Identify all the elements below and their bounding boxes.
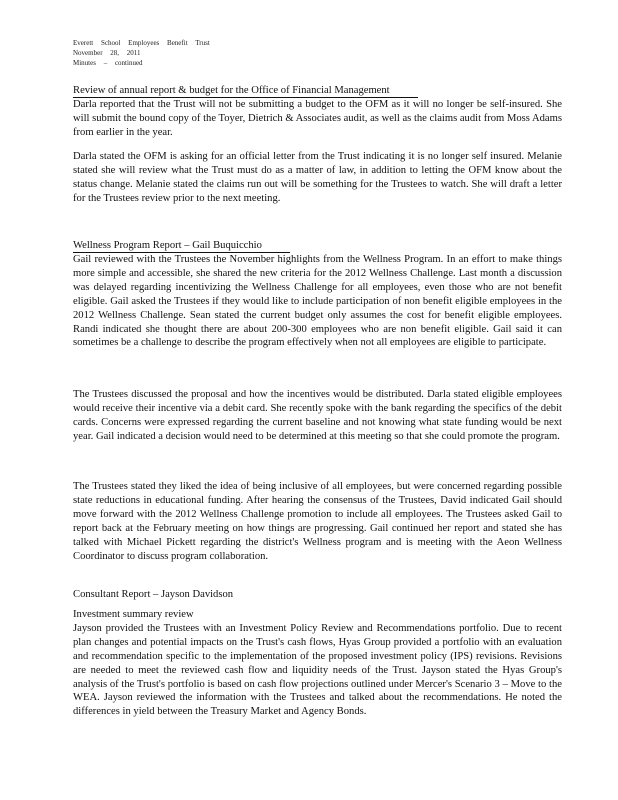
wellness-section xyxy=(73,235,562,350)
investment-section xyxy=(73,608,562,719)
wellness-paragraph-3: The Trustees stated they liked the idea of being inclusive of all employees, but were concerned regarding possible state reductions in educational funding. After hearing the consensus of the Trustees, David indicated Gail should move forward with the 2012 Wellness Challenge promotion to include all employees. The Trustees asked Gail to report back at the February meeting on how things are progressing. Gail continued her report and stated she has talked with Michael Pickett regarding the district's Wellness program and is meeting with the Aeon Wellness Coordinator to discuss program collaboration. xyxy=(73,481,562,562)
review-paragraph-1: Darla reported that the Trust will not be submitting a budget to the OFM as it will no longer be self-insured. She will submit the bound copy of the Toyer, Dietrich & Associates audit, as well as the claims audit from Moss Adams from earlier in the year. xyxy=(73,99,562,138)
investment-paragraph-1: Jayson provided the Trustees with an Investment Policy Review and Recommendations portfolio. Due to recent plan changes and potential impacts on the Trust's cash flows, Hyas Group provided a portfolio with an evaluation and recommendation specific to the implementation of the proposed investment policy (IPS) revisions. Revisions are needed to meet the reviewed cash flow and liquidity needs of the Trust. Jayson stated the Hyas Group's analysis of the Trust's portfolio is based on cash flow projections outlined under Mercer's Scenario 3 – Move to the WEA. Jayson reviewed the information with the Trustees and talked about the recommendations. He noted the differences in yield between the Treasury Market and Agency Bonds. xyxy=(73,622,562,718)
header-line-3: Minutes – continued xyxy=(73,59,143,67)
review-paragraph-2-block xyxy=(73,150,562,206)
review-section xyxy=(73,80,562,140)
investment-heading: Investment summary review xyxy=(73,609,194,620)
header-line-1: Everett School Employees Benefit Trust xyxy=(73,39,210,47)
wellness-paragraph-2: The Trustees discussed the proposal and how the incentives would be distributed. Darla stated eligible employees would receive their incentive via a debit card. She recently spoke with the bank regarding the specifics of the debit cards. Concerns were expressed regarding the current baseline and not knowing what state funding would be next year. Gail indicated a decision would need to be determined at this meeting so that she could promote the program. xyxy=(73,389,562,442)
document-header xyxy=(73,38,216,68)
consultant-heading: Consultant Report – Jayson Davidson xyxy=(73,589,234,600)
wellness-paragraph-1: Gail reviewed with the Trustees the November highlights from the Wellness Program. In an effort to make things more simple and accessible, she shared the new criteria for the 2012 Wellness Challenge. Last month a discussion was delayed regarding incentivizing the Wellness Challenge for all employees, even those who are not benefit eligible. Gail asked the Trustees if they would like to include participation of non benefit eligible employees in the 2012 Wellness Challenge. Sean stated the current budget only assumes the cost for benefit eligible employees. Randi indicated she thought there are about 200-300 employees who are non benefit eligible. Gail said it can sometimes be a challenge to describe the program effectively when not all employees are eligible to participate. xyxy=(73,254,562,349)
review-paragraph-2: Darla stated the OFM is asking for an official letter from the Trust indicating it is no longer self insured. Melanie stated she will review what the Trust must do as a matter of law, in addition to letting the OFM know about the status change. Melanie stated the claims run out will be something for the Trustees to watch. She will draft a letter for the Trustees review prior to the next meeting. xyxy=(73,151,562,204)
wellness-paragraph-3-block xyxy=(73,480,562,563)
consultant-section xyxy=(73,588,562,602)
header-line-2: November 28, 2011 xyxy=(73,49,141,57)
wellness-paragraph-2-block xyxy=(73,388,562,444)
wellness-heading: Wellness Program Report – Gail Buquicchio xyxy=(73,239,290,253)
review-heading: Review of annual report & budget for the Office of Financial Management xyxy=(73,84,418,98)
